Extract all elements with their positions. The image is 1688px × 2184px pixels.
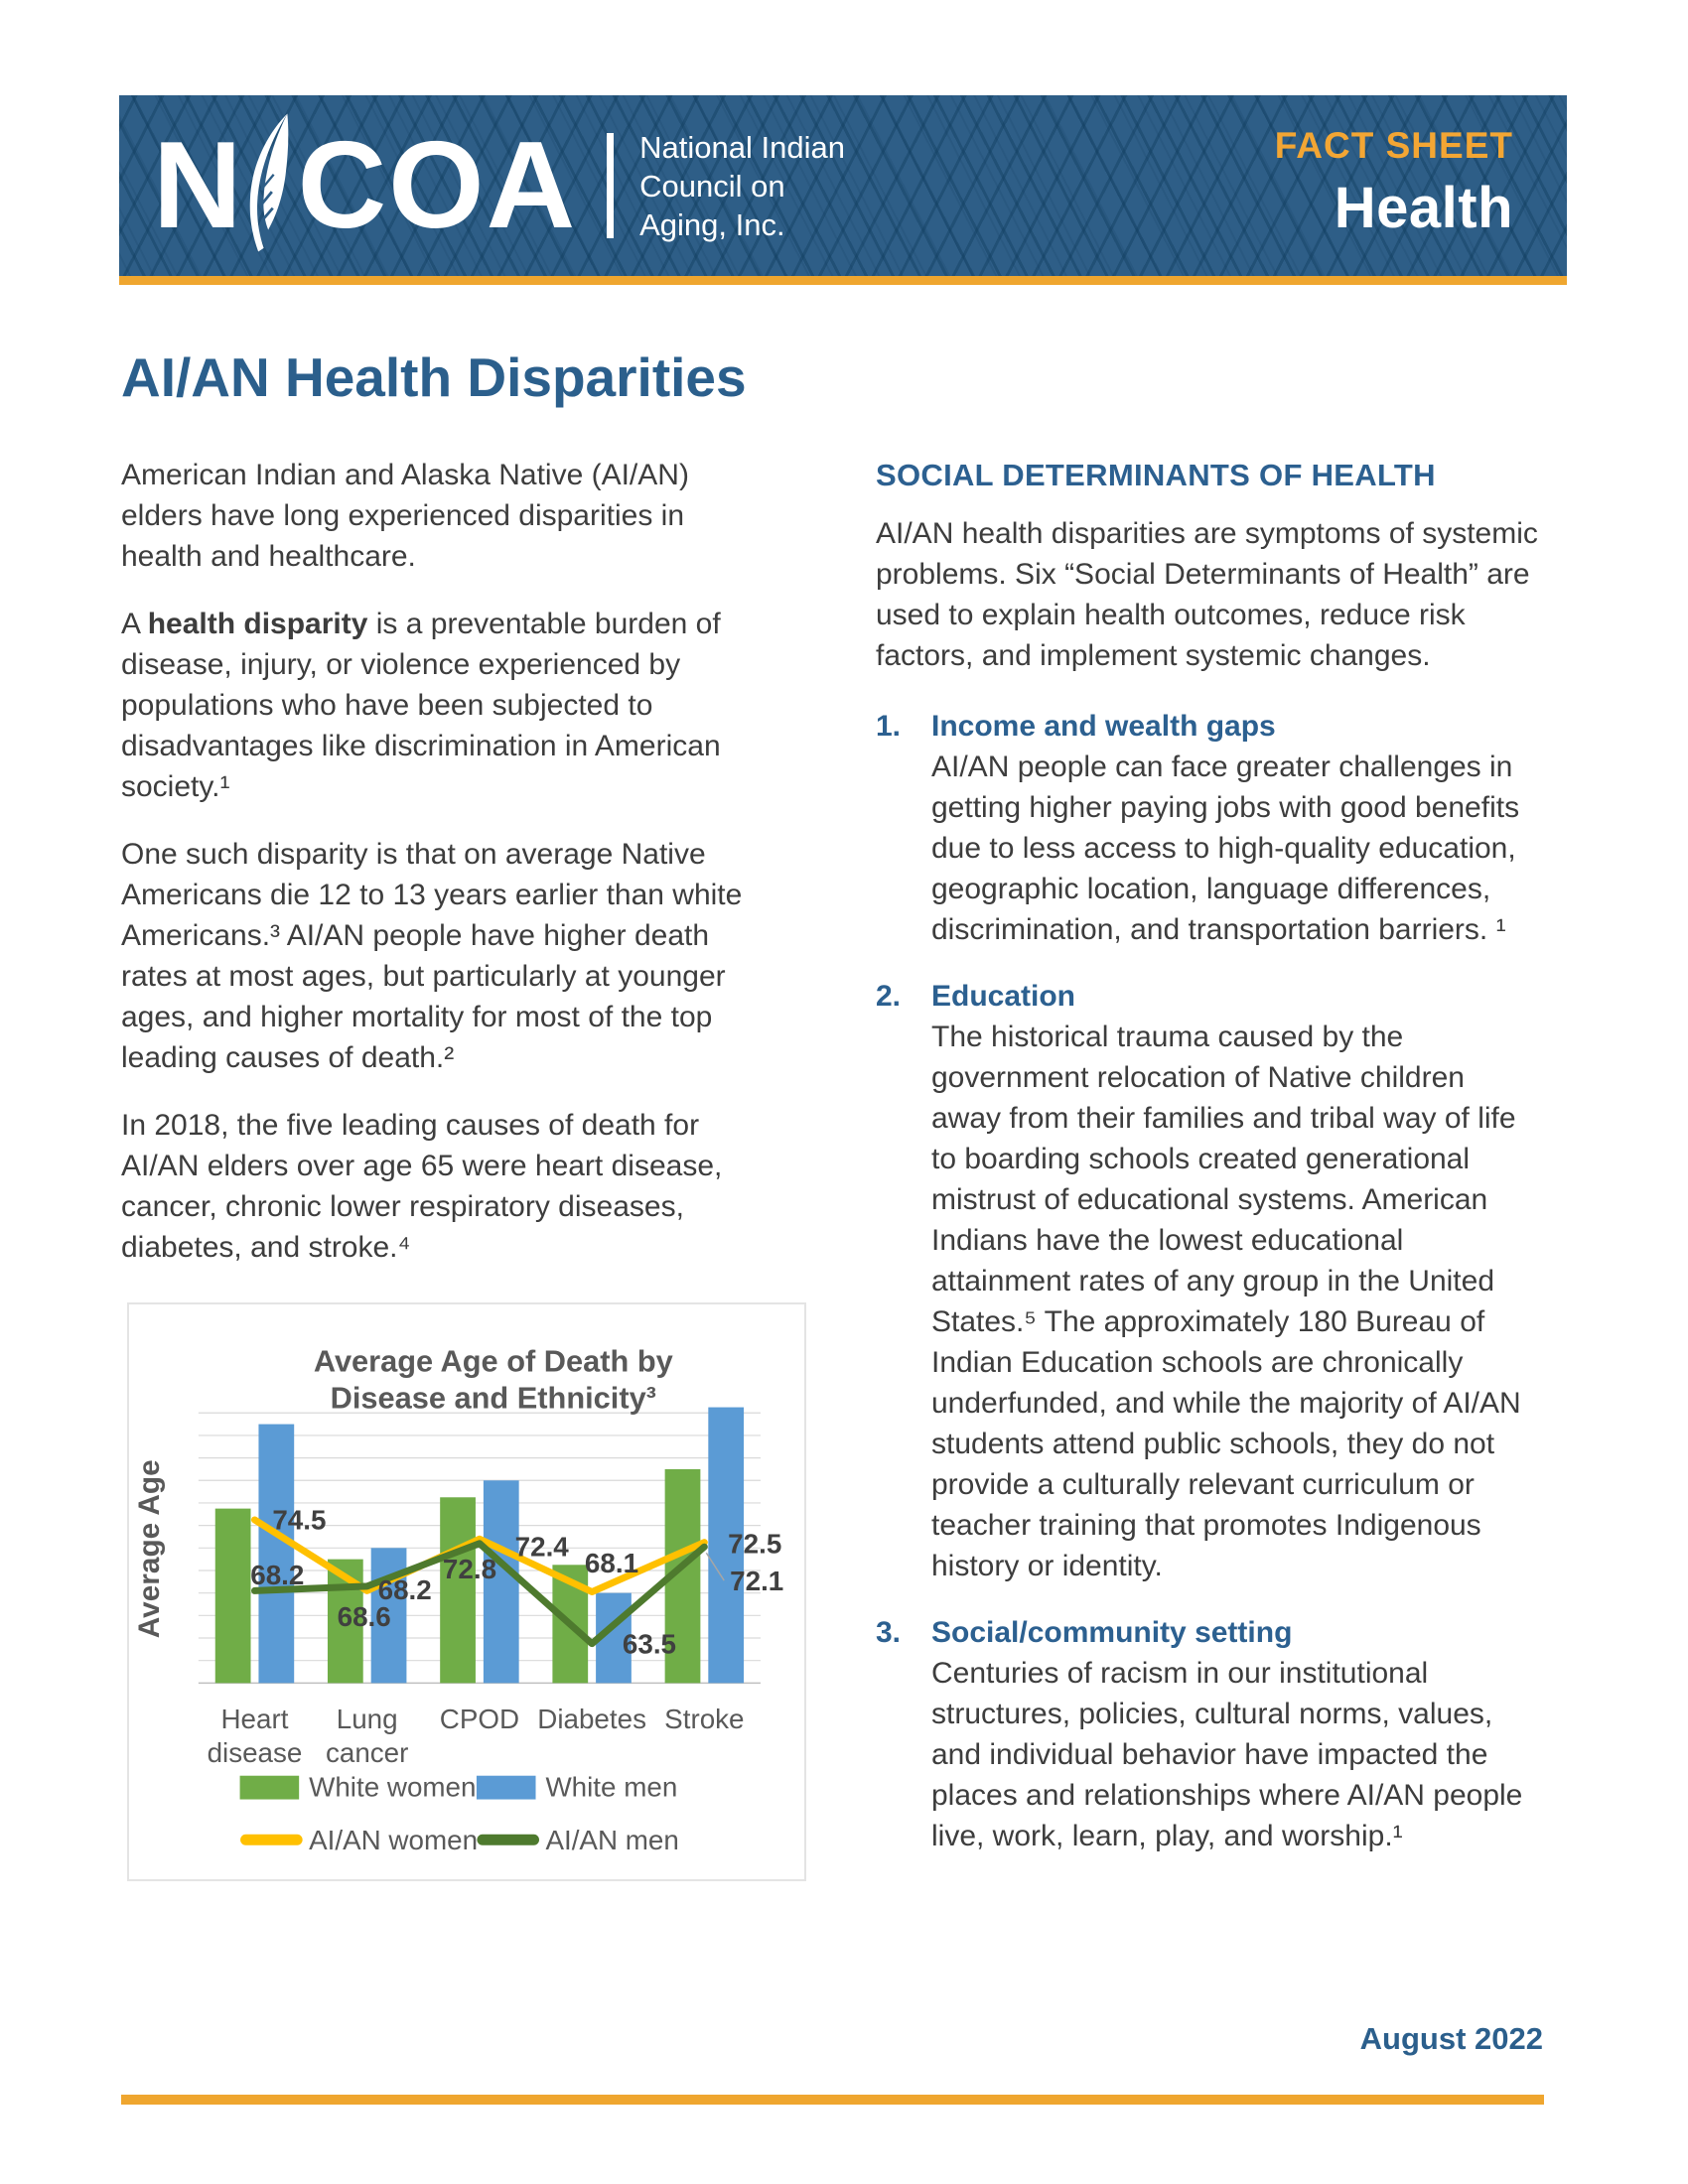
data-label: 72.1 [730, 1566, 784, 1597]
data-label: 68.2 [377, 1573, 432, 1605]
item-body [931, 706, 1539, 950]
item-text: AI/AN people can face greater challenges in getting higher paying jobs with good benefits due to less access to high-quality education, geographic location, language differences, discrimination, and transportation barriers. ¹ [931, 751, 1520, 946]
feather-icon [238, 108, 302, 257]
org-name-line2: Council on [639, 168, 785, 204]
data-label: 74.5 [272, 1504, 327, 1536]
item-text: The historical trauma caused by the government relocation of Native children away from their families and tribal way of life to boarding schools created generational mistrust of educational systems. American Indians have the lowest educational attainment rates of any group in the United States.⁵ The approximately 180 Bureau of Indian Education schools are chronically underfunded, and while the majority of AI/AN students attend public schools, they do not provide a culturally relevant curriculum or teacher training that promotes Indigenous history or identity. [931, 1021, 1521, 1582]
org-name [639, 128, 845, 244]
sdoh-list [876, 706, 1539, 1856]
header-rule [119, 276, 1567, 285]
nicoa-logo [153, 108, 845, 263]
legend-swatch-white-men [477, 1776, 536, 1800]
legend-label: White men [545, 1771, 678, 1803]
chart [129, 1304, 804, 1879]
legend-label: White women [309, 1771, 477, 1803]
item-body [931, 976, 1539, 1586]
bar-white-women [215, 1509, 251, 1684]
paragraph: One such disparity is that on average Native Americans die 12 to 13 years earlier than white Americans.³ AI/AN people have higher death rates at most ages, but particularly at younger ages, and higher mortality for most of the top leading causes of death.² [121, 838, 743, 1074]
legend-label: AI/AN men [545, 1825, 679, 1856]
chart-title: Disease and Ethnicity³ [330, 1380, 656, 1416]
item-number: 1. [876, 710, 902, 743]
sdoh-item [876, 976, 1539, 1586]
x-axis-label: Diabetes [537, 1704, 646, 1735]
data-label: 68.1 [584, 1548, 639, 1579]
item-title: Education [931, 980, 1076, 1013]
legend-label: AI/AN women [309, 1825, 479, 1856]
data-label: 72.8 [442, 1554, 497, 1585]
item-number: 2. [876, 980, 902, 1013]
fact-sheet-category: Health [1334, 176, 1513, 240]
sdoh-item [876, 706, 1539, 950]
y-axis-title: Average Age [133, 1459, 167, 1639]
org-name-line1: National Indian [639, 129, 845, 165]
data-label: 68.2 [250, 1560, 305, 1591]
footer-date: August 2022 [1359, 2021, 1543, 2056]
chart-panel [127, 1302, 806, 1881]
x-axis-label: CPOD [439, 1704, 520, 1735]
data-label: 63.5 [622, 1628, 677, 1660]
item-text: Centuries of racism in our institutional structures, policies, cultural norms, values, and individual behavior have impacted the places and relationships where AI/AN people live, work, learn, play, and worship.¹ [931, 1657, 1523, 1852]
sdoh-intro: AI/AN health disparities are symptoms of systemic problems. Six “Social Determinants of Health” are used to explain health outcomes, reduce risk factors, and implement systemic changes. [876, 517, 1538, 672]
header-content [119, 95, 1567, 276]
paragraph: American Indian and Alaska Native (AI/AN) elders have long experienced disparities in health and healthcare. [121, 459, 689, 573]
legend-swatch-white-women [240, 1776, 300, 1800]
bar-white-women [440, 1497, 476, 1683]
x-axis-label: disease [207, 1736, 303, 1768]
item-title: Income and wealth gaps [931, 710, 1276, 743]
paragraph: A health disparity is a preventable burden of disease, injury, or violence experienced by populations who have been subjected to disadvantages like discrimination in American society.¹ [121, 608, 721, 803]
data-label: 72.5 [728, 1528, 782, 1560]
item-title: Social/community setting [931, 1616, 1293, 1649]
fact-sheet-kicker: FACT SHEET [1274, 125, 1513, 166]
data-label: 68.6 [337, 1600, 391, 1632]
fact-sheet-block [1275, 125, 1513, 241]
logo-letter-n: N [153, 117, 244, 254]
logo-letters-coa: COA [297, 117, 578, 254]
org-name-line3: Aging, Inc. [639, 206, 785, 242]
sdoh-heading: SOCIAL DETERMINANTS OF HEALTH [876, 458, 1436, 492]
item-body [931, 1612, 1539, 1856]
x-axis-label: Lung [336, 1704, 398, 1735]
logo-divider [607, 133, 614, 238]
sdoh-item [876, 1612, 1539, 1856]
data-label: 72.4 [514, 1531, 569, 1563]
item-number: 3. [876, 1616, 902, 1649]
header-band [119, 95, 1567, 276]
footer-rule [121, 2095, 1544, 2105]
chart-title: Average Age of Death by [313, 1343, 673, 1379]
sdoh-column [876, 455, 1539, 1882]
x-axis-label: Heart [220, 1704, 289, 1735]
paragraph: In 2018, the five leading causes of death for AI/AN elders over age 65 were heart disease, cancer, chronic lower respiratory diseases, diabetes, and stroke.⁴ [121, 1109, 723, 1264]
page-title: AI/AN Health Disparities [121, 346, 747, 408]
x-axis-label: cancer [325, 1736, 409, 1768]
x-axis-label: Stroke [664, 1704, 745, 1735]
bar-white-men [258, 1425, 294, 1684]
intro-column [121, 455, 765, 1295]
